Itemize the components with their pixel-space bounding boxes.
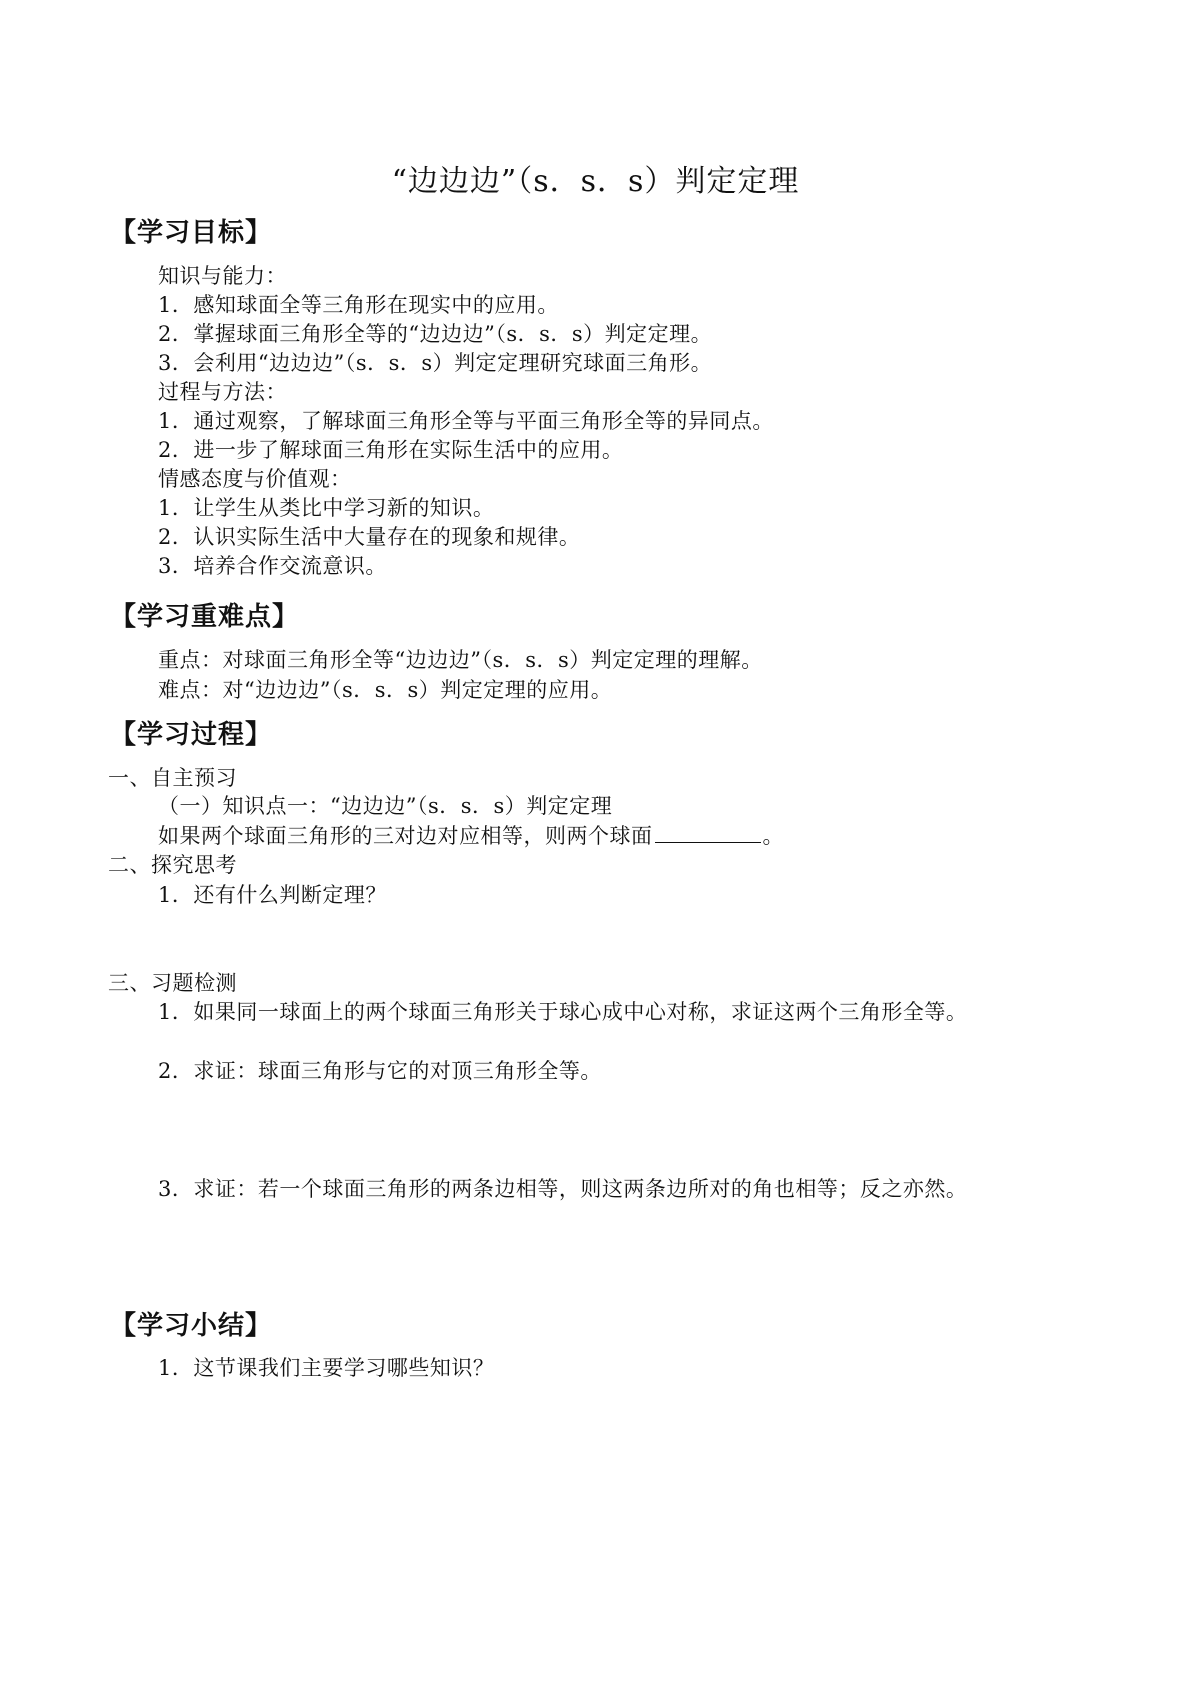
part1-fill-sentence	[158, 820, 784, 850]
part2-item-1: 1．还有什么判断定理？	[158, 883, 387, 907]
knowledge-label: 知识与能力：	[158, 264, 287, 288]
heading-learning-process: 【学习过程】	[110, 720, 273, 750]
heading-summary: 【学习小结】	[110, 1311, 273, 1341]
page-title: “边边边”（s．s．s）判定定理	[391, 164, 800, 199]
attitude-label: 情感态度与价值观：	[158, 467, 352, 491]
process-item-2: 2．进一步了解球面三角形在实际生活中的应用。	[158, 438, 624, 462]
heading-learning-goals: 【学习目标】	[110, 218, 273, 248]
fill-text-after: 。	[762, 824, 784, 848]
key-point-text: 重点：对球面三角形全等“边边边”（s．s．s）判定定理的理解。	[158, 648, 763, 672]
attitude-item-3: 3．培养合作交流意识。	[158, 554, 387, 578]
process-item-1: 1．通过观察，了解球面三角形全等与平面三角形全等的异同点。	[158, 409, 774, 433]
attitude-item-1: 1．让学生从类比中学习新的知识。	[158, 496, 495, 520]
exercise-item-3: 3．求证：若一个球面三角形的两条边相等，则这两条边所对的角也相等；反之亦然。	[158, 1177, 968, 1201]
knowledge-item-2: 2．掌握球面三角形全等的“边边边”（s．s．s）判定定理。	[158, 322, 713, 346]
knowledge-item-3: 3．会利用“边边边”（s．s．s）判定定理研究球面三角形。	[158, 351, 713, 375]
process-label: 过程与方法：	[158, 380, 287, 404]
part1-title: 一、自主预习	[108, 766, 237, 790]
fill-in-blank[interactable]	[655, 824, 761, 843]
part2-title: 二、探究思考	[108, 853, 237, 877]
attitude-item-2: 2．认识实际生活中大量存在的现象和规律。	[158, 525, 581, 549]
exercise-item-1: 1．如果同一球面上的两个球面三角形关于球心成中心对称，求证这两个三角形全等。	[158, 1000, 968, 1024]
part3-title: 三、习题检测	[108, 971, 237, 995]
fill-text-before: 如果两个球面三角形的三对边对应相等，则两个球面	[158, 824, 653, 848]
knowledge-item-1: 1．感知球面全等三角形在现实中的应用。	[158, 293, 559, 317]
heading-key-points: 【学习重难点】	[110, 602, 300, 632]
exercise-item-2: 2．求证：球面三角形与它的对顶三角形全等。	[158, 1059, 602, 1083]
difficulty-text: 难点：对“边边边”（s．s．s）判定定理的应用。	[158, 678, 613, 702]
part1-subtitle: （一）知识点一：“边边边”（s．s．s）判定定理	[158, 794, 613, 818]
summary-item-1: 1．这节课我们主要学习哪些知识？	[158, 1356, 495, 1380]
